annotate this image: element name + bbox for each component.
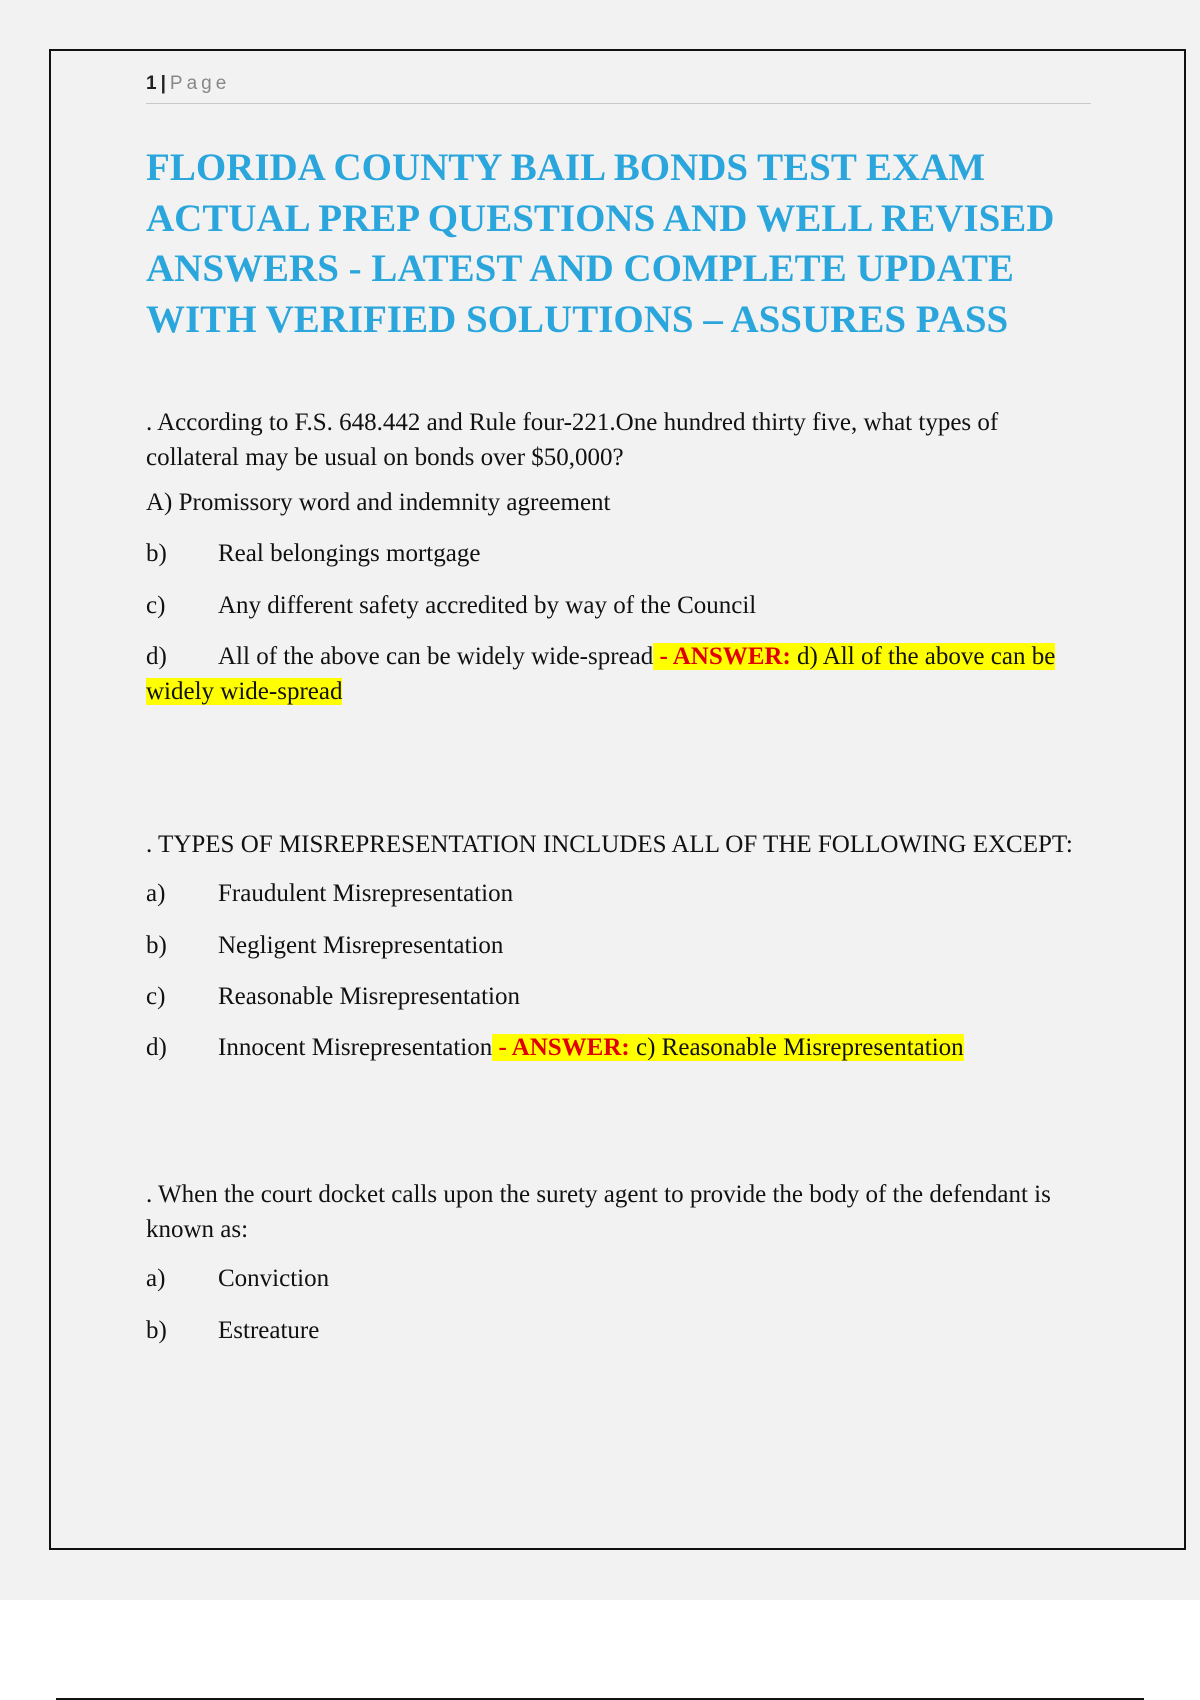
question-block	[146, 1177, 1091, 1348]
question-block	[146, 405, 1091, 709]
document-body	[146, 405, 1091, 1348]
page-header	[146, 70, 1091, 104]
answer-text: d) All of the above can be widely wide-spread	[146, 643, 1056, 705]
option-letter: a)	[146, 1265, 166, 1292]
option-text: Reasonable Misrepresentation	[218, 983, 520, 1010]
option-text: Real belongings mortgage	[218, 540, 481, 567]
page-number: 1	[146, 73, 157, 94]
answer-prefix: -	[492, 1034, 512, 1061]
question-text: . TYPES OF MISREPRESENTATION INCLUDES ALL OF THE FOLLOWING EXCEPT:	[146, 831, 1073, 858]
option-item	[146, 928, 1091, 963]
option-letter: d)	[146, 643, 167, 670]
option-item	[146, 876, 1091, 911]
answer-highlight	[492, 1034, 963, 1061]
option-letter: d)	[146, 1034, 167, 1061]
question-text: . When the court docket calls upon the surety agent to provide the body of the defendant is known as:	[146, 1181, 1051, 1243]
option-text: Estreature	[218, 1317, 320, 1344]
question-block	[146, 827, 1091, 1065]
option-letter: b)	[146, 1317, 167, 1344]
option-text: Fraudulent Misrepresentation	[218, 880, 514, 907]
option-text: Negligent Misrepresentation	[218, 932, 504, 959]
option-item	[146, 536, 1091, 571]
page-word: Page	[169, 73, 231, 94]
question-text: . According to F.S. 648.442 and Rule four-221.One hundred thirty five, what types of collateral may be usual on bonds over $50,000?	[146, 409, 999, 471]
option-item	[146, 1261, 1091, 1296]
option-letter: A)	[146, 489, 173, 516]
option-letter: b)	[146, 932, 167, 959]
option-item	[146, 485, 1091, 520]
option-letter: a)	[146, 880, 166, 907]
option-letter: c)	[146, 983, 166, 1010]
option-item	[146, 1313, 1091, 1348]
option-letter: c)	[146, 592, 166, 619]
option-text: Conviction	[218, 1265, 330, 1292]
option-item	[146, 1030, 1091, 1065]
answer-label: ANSWER:	[511, 1034, 630, 1061]
option-item	[146, 639, 1091, 709]
option-item	[146, 588, 1091, 623]
option-text: Innocent Misrepresentation	[218, 1034, 493, 1061]
answer-prefix: -	[653, 643, 673, 670]
answer-label: ANSWER:	[672, 643, 791, 670]
page-separator: |	[160, 73, 166, 94]
document-title: FLORIDA COUNTY BAIL BONDS TEST EXAM ACTUAL PREP QUESTIONS AND WELL REVISED ANSWERS - LATEST AND COMPLETE UPDATE WITH VERIFIED SOLUTIONS – ASSURES PASS	[146, 146, 1055, 341]
option-item	[146, 979, 1091, 1014]
option-text: Promissory word and indemnity agreement	[178, 489, 611, 516]
option-text: Any different safety accredited by way of the Council	[218, 592, 757, 619]
option-letter: b)	[146, 540, 167, 567]
option-text: All of the above can be widely wide-spread	[218, 643, 654, 670]
answer-text: c) Reasonable Misrepresentation	[629, 1034, 964, 1061]
